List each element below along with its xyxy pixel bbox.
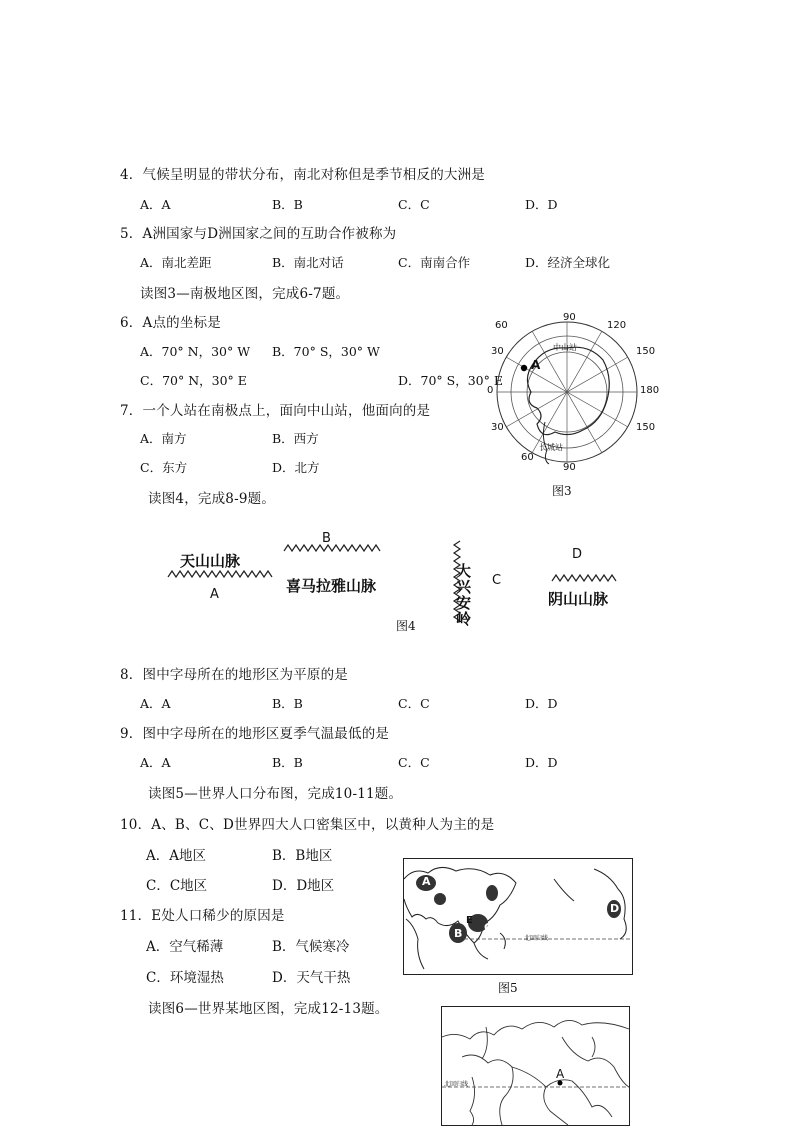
q7-option-c: C．东方 xyxy=(140,460,188,475)
intro-10-11: 读图5—世界人口分布图，完成10-11题。 xyxy=(148,786,403,802)
intro-6-7: 读图3—南极地区图，完成6-7题。 xyxy=(140,286,350,302)
himalaya-label: 喜马拉雅山脉 xyxy=(286,577,377,595)
figure-6-region-map xyxy=(441,1006,630,1126)
q6-option-b: B．70° S，30° W xyxy=(272,344,380,359)
q9-option-d: D．D xyxy=(525,755,558,770)
q5-option-b: B．南北对话 xyxy=(272,255,344,270)
fig6-point-a-label: A xyxy=(556,1067,565,1081)
q8-stem: 8．图中字母所在的地形区为平原的是 xyxy=(120,667,348,683)
q5-option-a: A．南北差距 xyxy=(140,255,212,270)
tianshan-label: 天山山脉 xyxy=(180,552,241,570)
fig6-tropic-label: 北回归线 xyxy=(444,1081,469,1088)
q10-option-b: B．B地区 xyxy=(272,848,333,864)
q4-option-a: A．A xyxy=(140,197,171,212)
antarctic-map-graphic xyxy=(485,312,655,477)
q9-option-c: C．C xyxy=(398,755,430,770)
q11-stem: 11．E处人口稀少的原因是 xyxy=(120,908,285,924)
lon-label-30-bottom: 30 xyxy=(491,422,504,433)
q5-stem: 5．A洲国家与D洲国家之间的互助合作被称为 xyxy=(120,226,397,242)
q10-stem: 10．A、B、C、D世界四大人口密集区中，以黄种人为主的是 xyxy=(120,817,495,833)
q7-option-a: A．南方 xyxy=(140,431,187,446)
q5-option-c: C．南南合作 xyxy=(398,255,471,270)
lon-label-90-top: 90 xyxy=(563,312,576,323)
q11-option-b: B．气候寒冷 xyxy=(272,939,350,955)
q11-option-d: D．天气干热 xyxy=(272,970,351,986)
q7-option-b: B．西方 xyxy=(272,431,319,446)
q9-option-a: A．A xyxy=(140,755,171,770)
q9-stem: 9．图中字母所在的地形区夏季气温最低的是 xyxy=(120,726,390,742)
lon-label-180: 180 xyxy=(640,385,660,396)
q9-option-b: B．B xyxy=(272,755,303,770)
region-a-label: A xyxy=(422,875,431,888)
great-wall-station-label: 长城站 xyxy=(539,443,563,452)
q7-stem: 7．一个人站在南极点上，面向中山站，他面向的是 xyxy=(120,403,431,419)
q11-option-a: A．空气稀薄 xyxy=(146,939,224,955)
population-map-graphic xyxy=(404,859,632,974)
point-a-label: A xyxy=(531,358,541,372)
figure-4-mountains xyxy=(160,531,630,630)
letter-d: D xyxy=(572,547,583,562)
lon-label-30-top: 30 xyxy=(491,346,504,357)
region-map-graphic xyxy=(442,1007,629,1125)
q5-option-d: D．经济全球化 xyxy=(525,255,611,270)
q4-stem: 4．气候呈明显的带状分布，南北对称但是季节相反的大洲是 xyxy=(120,167,485,183)
q4-option-b: B．B xyxy=(272,197,303,212)
figure-5-caption: 图5 xyxy=(498,981,518,995)
figure-5-population-map xyxy=(403,858,633,975)
q8-option-b: B．B xyxy=(272,696,303,711)
intro-12-13: 读图6—世界某地区图，完成12-13题。 xyxy=(148,1001,389,1017)
q8-option-d: D．D xyxy=(525,696,558,711)
lon-label-60-top: 60 xyxy=(495,320,508,331)
tropic-of-cancer-label: 北回归线 xyxy=(524,935,549,942)
yinshan-label: 阴山山脉 xyxy=(548,590,609,608)
region-b-label: B xyxy=(454,927,463,940)
figure-4-caption: 图4 xyxy=(396,619,416,633)
q8-option-a: A．A xyxy=(140,696,171,711)
q4-option-c: C．C xyxy=(398,197,430,212)
q6-option-c: C．70° N，30° E xyxy=(140,373,247,388)
lon-label-150-top: 150 xyxy=(636,346,656,357)
letter-a: A xyxy=(210,587,219,602)
letter-c: C xyxy=(492,573,502,588)
region-e-label: E xyxy=(466,915,473,926)
figure-3-antarctic-map xyxy=(485,312,660,477)
lon-label-150-bottom: 150 xyxy=(636,422,656,433)
q10-option-d: D．D地区 xyxy=(272,878,335,894)
q10-option-a: A．A地区 xyxy=(146,848,206,864)
q6-stem: 6．A点的坐标是 xyxy=(120,315,221,331)
zhongshan-station-label: 中山站 xyxy=(553,343,577,352)
q10-option-c: C．C地区 xyxy=(146,878,208,894)
intro-8-9: 读图4，完成8-9题。 xyxy=(148,491,276,507)
lon-label-120: 120 xyxy=(607,320,627,331)
region-d-label: D xyxy=(610,902,620,915)
q4-option-d: D．D xyxy=(525,197,558,212)
lon-label-60-bottom: 60 xyxy=(521,452,534,463)
figure-3-caption: 图3 xyxy=(552,484,572,498)
letter-b: B xyxy=(322,531,331,546)
q8-option-c: C．C xyxy=(398,696,430,711)
q7-option-d: D．北方 xyxy=(272,460,320,475)
q6-option-d: D．70° S，30° E xyxy=(398,373,503,388)
q6-option-a: A．70° N，30° W xyxy=(140,344,251,359)
lon-label-90-bottom: 90 xyxy=(563,462,576,473)
daxinganling-label: 大兴安岭 xyxy=(456,562,472,628)
region-c-label: C xyxy=(484,921,493,934)
q11-option-c: C．环境湿热 xyxy=(146,970,224,986)
lon-label-0: 0 xyxy=(487,385,494,396)
